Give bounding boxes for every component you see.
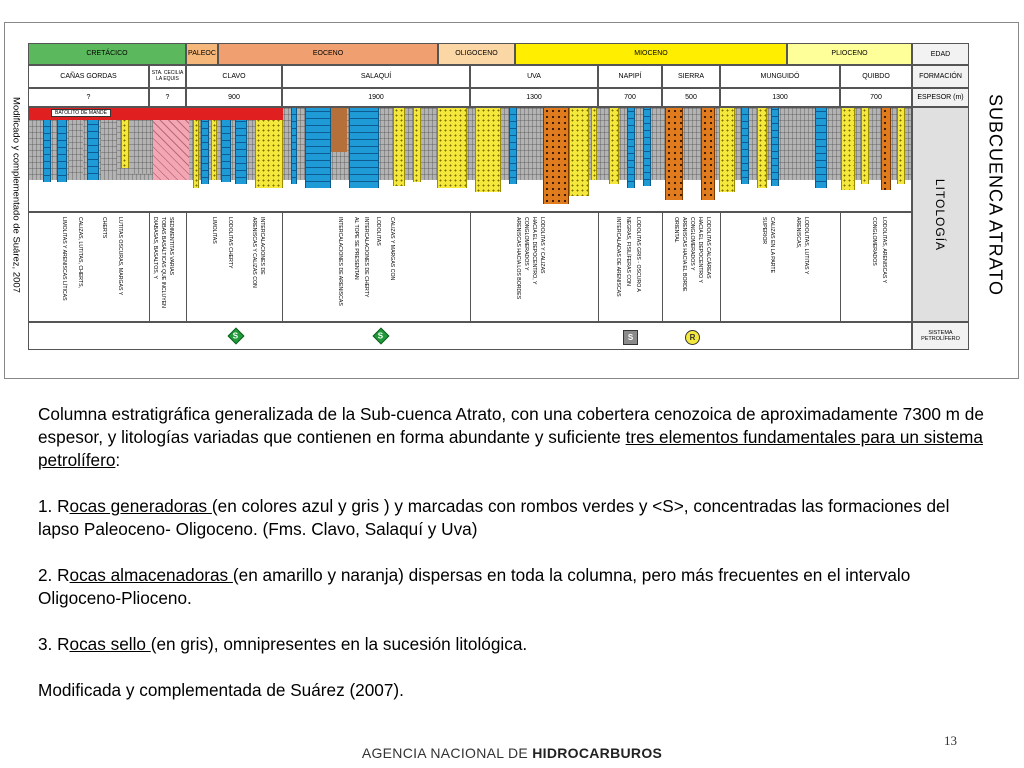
batolito-label: BATOLITO DE MANDÉ <box>51 109 111 117</box>
petroleum-system-row <box>28 322 912 350</box>
intro-colon: : <box>115 450 121 470</box>
formation-sta-cecilia: STA. CECILIA LA EQUIS <box>149 65 186 88</box>
figure-side-title <box>980 30 1010 360</box>
blue-bar <box>305 108 331 188</box>
desc-text: CALIZAS Y MARGAS CON <box>389 217 395 281</box>
item-almacenadoras <box>38 564 988 610</box>
blue-bar <box>291 108 297 184</box>
generadora-diamond-icon <box>228 328 245 345</box>
orange-bar <box>701 108 715 200</box>
intro-text: Columna estratigráfica generalizada de la Sub-cuenca Atrato, con una cobertera cenozoica de aproximadamente 7300 m de espesor, y litologías variadas que contienen en forma abundante y suficiente <box>38 404 984 447</box>
formation-uva: UVA <box>470 65 598 88</box>
desc-sierra <box>663 213 721 321</box>
lithology-descriptions <box>28 212 912 322</box>
thickness-uva: 1300 <box>470 88 598 107</box>
desc-munguido <box>721 213 841 321</box>
desc-text: LODOLITAS CHERTY <box>227 217 233 269</box>
desc-text: LIMOLITAS Y ARENISCAS LÍTICAS <box>61 217 67 301</box>
item-number: 3. R <box>38 634 70 654</box>
desc-text: SUPERIOR <box>761 217 767 245</box>
thickness-quibdo: 700 <box>840 88 912 107</box>
yellow-bar <box>757 108 767 188</box>
formation-quibdo: QUIBDO <box>840 65 912 88</box>
footer-prefix: AGENCIA NACIONAL DE <box>361 745 533 761</box>
age-eoceno: EOCENO <box>218 43 438 65</box>
desc-uva <box>471 213 599 321</box>
desc-sta-cecilia <box>150 213 187 321</box>
blue-bar <box>815 108 827 188</box>
desc-text: INTERCALADAS DE ARENISCAS <box>615 217 621 297</box>
blue-bar <box>349 108 379 188</box>
desc-text: ARENISCAS, <box>795 217 801 249</box>
formation-canas-gordas: CAÑAS GORDAS <box>28 65 149 88</box>
desc-text: LODOLITAS, LUTITAS Y <box>803 217 809 275</box>
desc-text: LODOLITAS <box>375 217 381 246</box>
row-label-litologia <box>912 107 969 322</box>
formation-sierra: SIERRA <box>662 65 720 88</box>
intro-paragraph <box>38 403 988 472</box>
item-generadoras <box>38 495 988 541</box>
desc-text: AL TOPE SE PRESENTAN <box>353 217 359 280</box>
desc-text: SEDIMENTITAS VARIAS <box>168 217 174 276</box>
row-label-formacion: FORMACIÓN <box>912 65 969 88</box>
desc-canas-gordas <box>29 213 150 321</box>
footer-bold: HIDROCARBUROS <box>532 745 663 761</box>
generadora-diamond-icon <box>373 328 390 345</box>
desc-text: CONGLOMERADOS Y <box>523 217 529 271</box>
yellow-bar <box>475 108 501 192</box>
desc-text: CALIZAS, LUTITAS, CHERTS, <box>77 217 83 289</box>
row-label-edad: EDAD <box>912 43 969 65</box>
desc-salaqui <box>283 213 471 321</box>
litologia-label-text: LITOLOGÍA <box>933 178 948 251</box>
desc-text: INTERCALACIONES DE ARENISCAS <box>337 217 343 306</box>
desc-text: HACIA EL DEPOCENTRO Y <box>697 217 703 284</box>
desc-text: ORIENTAL <box>673 217 679 243</box>
yellow-bar <box>413 108 421 182</box>
age-plioceno: PLIOCENO <box>787 43 912 65</box>
yellow-bar <box>255 108 283 188</box>
yellow-bar <box>591 108 597 180</box>
footer-agency <box>0 745 1024 761</box>
age-mioceno: MIOCENO <box>515 43 787 65</box>
item-sello <box>38 633 988 656</box>
item-text: (en gris), omnipresentes en la sucesión litológica. <box>150 634 528 654</box>
thickness-canas-gordas: ? <box>28 88 149 107</box>
desc-text: LODOLITAS, ARENISCAS Y <box>881 217 887 284</box>
row-label-espesor: ESPESOR (m) <box>912 88 969 107</box>
desc-text: LODOLITAS Y CALIZAS <box>539 217 545 274</box>
thickness-napipi: 700 <box>598 88 662 107</box>
desc-text: HACIA EL DEPOCENTRO, Y <box>531 217 537 285</box>
desc-text: CONGLOMERADOS <box>871 217 877 266</box>
thickness-sta-cecilia: ? <box>149 88 186 107</box>
thickness-salaqui: 1900 <box>282 88 470 107</box>
orange-bar <box>665 108 683 200</box>
yellow-bar <box>719 108 735 192</box>
desc-text: CHERTS <box>101 217 107 239</box>
item-text: (en amarillo y naranja) dispersas en toda la columna, pero más frecuentes en el intervalo Oligoceno-Plioceno. <box>38 565 911 608</box>
side-title-text: SUBCUENCA ATRATO <box>985 93 1006 297</box>
source-note: Modificada y complementada de Suárez (2007). <box>38 680 404 700</box>
desc-clavo <box>187 213 283 321</box>
generadora-symbol-text: S <box>233 331 239 341</box>
page-number: 13 <box>944 733 957 748</box>
yellow-bar <box>861 108 869 184</box>
desc-text: TOBAS BASÁLTICAS QUE INCLUYEN <box>160 217 166 308</box>
blue-bar <box>627 108 635 188</box>
item-underlined: ocas sello <box>69 634 151 654</box>
almacenadora-circle-icon: R <box>685 330 700 345</box>
desc-quibdo <box>841 213 913 321</box>
yellow-bar <box>393 108 405 186</box>
blue-bar <box>509 108 517 184</box>
lithology-column <box>28 107 912 212</box>
blue-bar <box>741 108 749 184</box>
age-cretacico: CRETÁCICO <box>28 43 186 65</box>
thickness-sierra: 500 <box>662 88 720 107</box>
desc-text: LUTITAS OSCURAS, MARGAS Y <box>117 217 123 296</box>
yellow-bar <box>841 108 855 190</box>
generadora-symbol-text: S <box>378 331 384 341</box>
thickness-clavo: 900 <box>186 88 282 107</box>
item-number: 1. R <box>38 496 70 516</box>
desc-text: ARENISCAS Y CALIZAS CON <box>251 217 257 288</box>
desc-text: INTERCALACIONES DE CHERTY <box>363 217 369 298</box>
desc-text: ARENISCAS HACIA LOS BORDES <box>515 217 521 300</box>
blue-bar <box>771 108 779 186</box>
yellow-bar <box>609 108 619 184</box>
intro-underlined: tres elementos fundamentales para un sistema petrolífero <box>38 427 983 470</box>
desc-text: LIMOLITAS <box>211 217 217 244</box>
figure-credit-text: Modificado y complementado de Suárez, 2007 <box>10 97 22 293</box>
formation-napipi: NAPIPÍ <box>598 65 662 88</box>
formation-clavo: CLAVO <box>186 65 282 88</box>
sello-square-icon: S <box>623 330 638 345</box>
yellow-bar <box>897 108 905 184</box>
yellow-bar <box>193 108 199 188</box>
orange-bar <box>881 108 891 190</box>
age-oligoceno: OLIGOCENO <box>438 43 515 65</box>
yellow-bar <box>437 108 467 188</box>
desc-text: DIABASAS, BASALTOS, Y <box>152 217 158 279</box>
age-paleoceno: PALEOC <box>186 43 218 65</box>
blue-bar <box>643 108 651 186</box>
yellow-bar <box>569 108 589 196</box>
row-label-sistema: SISTEMA PETROLÍFERO <box>912 322 969 350</box>
desc-text: CONGLOMERADOS Y <box>689 217 695 271</box>
figure-credit <box>4 30 28 360</box>
item-underlined: ocas almacenadoras <box>69 565 233 585</box>
desc-text: NEGRAS, FISILÍFERAS CON <box>625 217 631 286</box>
orange-bar <box>543 108 569 204</box>
item-text: (en colores azul y gris ) y marcadas con rombos verdes y <S>, concentradas las formaciones del lapso Paleoceno- Oligoceno. (Fms. Clavo, Salaquí y Uva) <box>38 496 950 539</box>
desc-text: LODOLITAS CALCÁREAS <box>705 217 711 279</box>
item-underlined: ocas generadoras <box>69 496 212 516</box>
desc-text: ARENISCAS HACIA EL BORDE <box>681 217 687 292</box>
thickness-munguido: 1300 <box>720 88 840 107</box>
formation-munguido: MUNGUIDÓ <box>720 65 840 88</box>
desc-text: LODOLITAS GRIS - OSCURO A <box>635 217 641 292</box>
brown-bar <box>331 108 347 152</box>
item-number: 2. R <box>38 565 70 585</box>
slide-body <box>38 403 988 702</box>
desc-text: INTERCALACIONES DE <box>259 217 265 275</box>
desc-napipi <box>599 213 663 321</box>
desc-text: CALIZAS EN LA PARTE <box>769 217 775 274</box>
formation-salaqui: SALAQUÍ <box>282 65 470 88</box>
